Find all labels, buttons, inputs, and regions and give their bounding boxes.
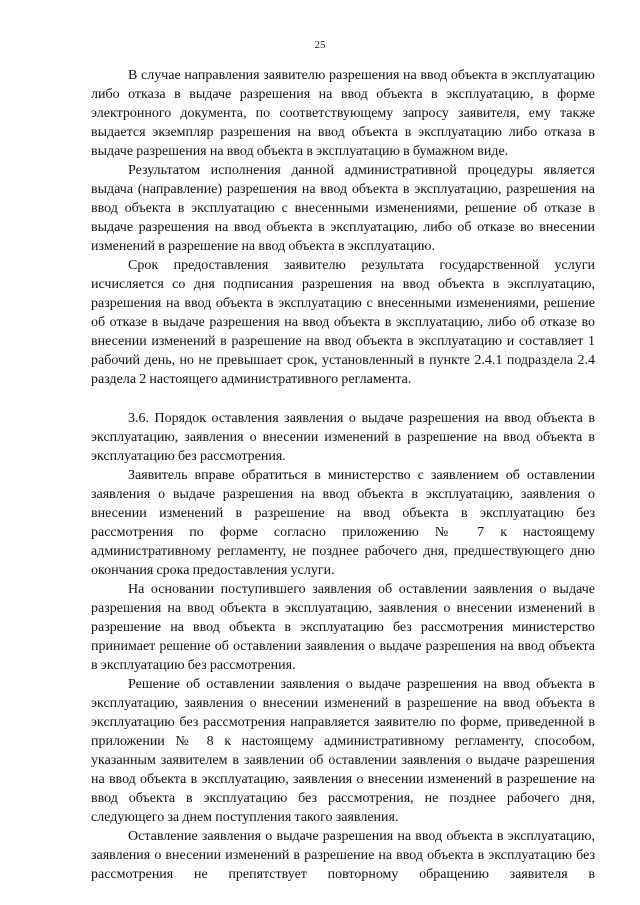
paragraph-repeat-application: Оставление заявления о выдаче разрешения на ввод объекта в эксплуатацию, заявления о внесении изменений в разрешение на ввод объекта в эксплуатацию без рассмотрения не препятствует повторному обращению заявителя в [91, 829, 595, 882]
section-heading-3-6: 3.6. Порядок оставления заявления о выдаче разрешения на ввод объекта в эксплуатацию, заявления о внесении изменений в разрешение на ввод объекта в эксплуатацию без рассмотрения. [91, 411, 595, 464]
paragraph-service-term: Срок предоставления заявителю результата государственной услуги исчисляется со дня подписания разрешения на ввод объекта в эксплуатацию, разрешения на ввод объекта в эксплуатацию с внесенными изменениями, решение об отказе в выдаче разрешения на ввод объекта в эксплуатацию, либо об отказе во внесении изменений в разрешение на ввод объекта в эксплуатацию и составляет 1 рабочий день, но не превышает срок, установленный в пункте 2.4.1 подраздела 2.4 раздела 2 настоящего административного регламента. [91, 258, 595, 387]
paragraph-decision-delivery: Решение об оставлении заявления о выдаче разрешения на ввод объекта в эксплуатацию, заявления о внесении изменений в разрешение на ввод объекта в эксплуатацию без рассмотрения направляется заявителю по форме, приведенной в приложении № 8 к настоящему административному регламенту, способом, указанным заявителем в заявлении об оставлении заявления о выдаче разрешения на ввод объекта в эксплуатацию, заявления о внесении изменений в разрешение на ввод объекта в эксплуатацию без рассмотрения, не позднее рабочего дня, следующего за днем поступления такого заявления. [91, 677, 595, 825]
paragraph-applicant-right: Заявитель вправе обратиться в министерство с заявлением об оставлении заявления о выдаче разрешения на ввод объекта в эксплуатацию, заявления о внесении изменений в разрешение на ввод объекта в эксплуатацию без рассмотрения по форме согласно приложению № 7 к настоящему административному регламенту, не позднее рабочего дня, предшествующего дню окончания срока предоставления услуги. [91, 468, 595, 578]
paragraph-ministry-decision: На основании поступившего заявления об оставлении заявления о выдаче разрешения на ввод объекта в эксплуатацию, заявления о внесении изменений в разрешение на ввод объекта в эксплуатацию без рассмотрения министерство принимает решение об оставлении заявления о выдаче разрешения на ввод объекта в эксплуатацию без рассмотрения. [91, 582, 595, 673]
document-body [91, 66, 595, 884]
paragraph-electronic-copy: В случае направления заявителю разрешения на ввод объекта в эксплуатацию либо отказа в выдаче разрешения на ввод объекта в эксплуатацию, в форме электронного документа, по соответствующему запросу заявителя, ему также выдается экземпляр разрешения на ввод объекта в эксплуатацию либо отказа в выдаче разрешения на ввод объекта в эксплуатацию в бумажном виде. [91, 68, 595, 159]
page-number: 25 [314, 39, 326, 51]
paragraph-procedure-result: Результатом исполнения данной административной процедуры является выдача (направление) разрешения на ввод объекта в эксплуатацию, разрешения на ввод объекта в эксплуатацию с внесенными изменениями, решение об отказе в выдаче разрешения на ввод объекта в эксплуатацию, либо об отказе во внесении изменений в разрешение на ввод объекта в эксплуатацию. [91, 163, 595, 254]
